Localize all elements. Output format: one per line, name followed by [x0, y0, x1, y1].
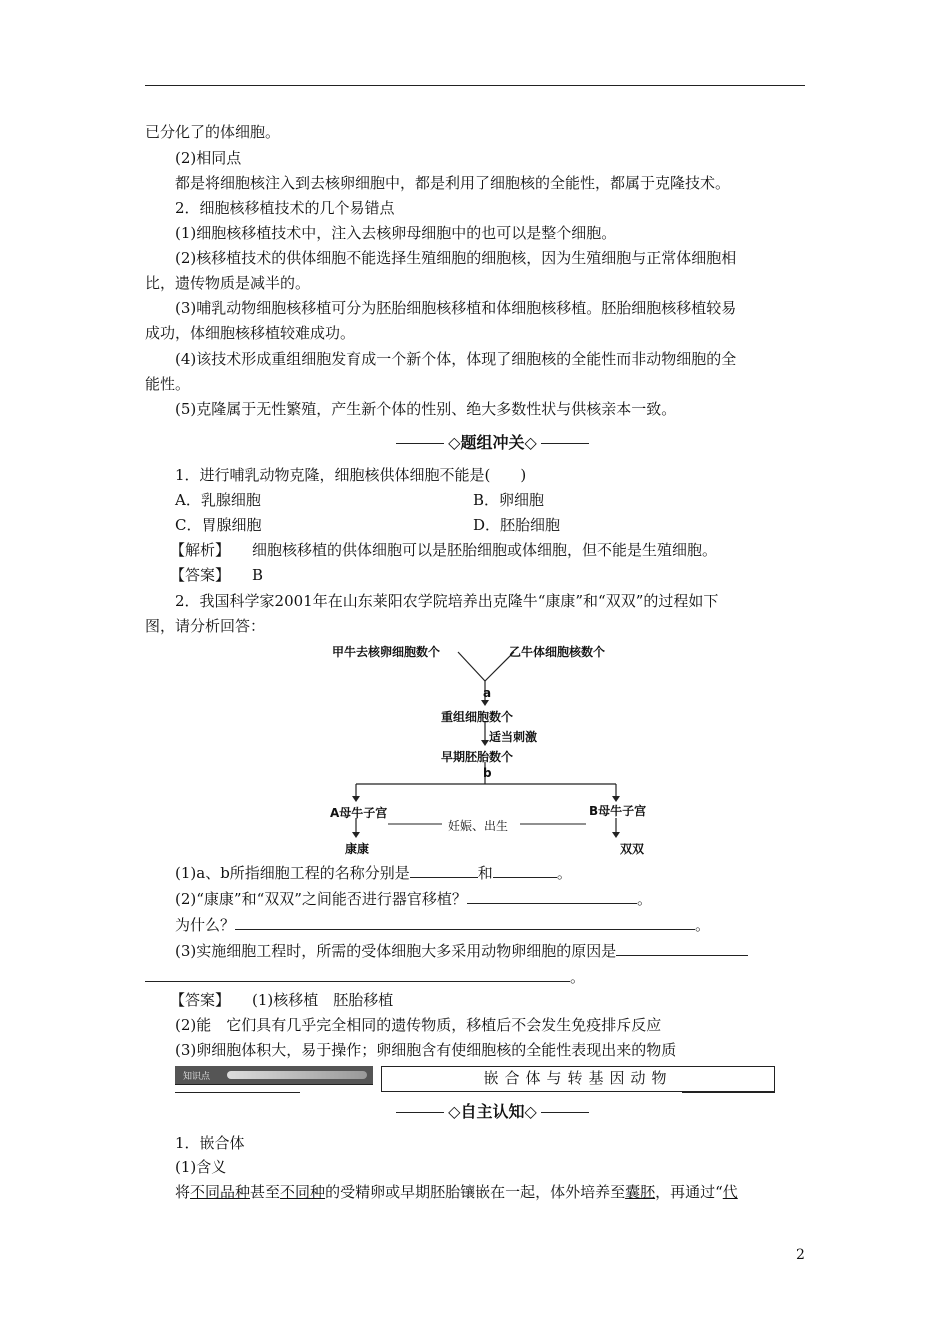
uterus-b-label: B母牛子宫	[589, 804, 647, 818]
underlined-term: 不同品种	[190, 1183, 251, 1201]
arrow-head	[352, 796, 360, 802]
stimulus-label: 适当刺激	[489, 730, 538, 744]
text-line: (5)克隆属于无性繁殖，产生新个体的性别、绝大多数性状与供核亲本一致。	[175, 400, 677, 418]
text-line: 已分化了的体细胞。	[145, 123, 281, 141]
answer-line	[170, 990, 393, 1010]
section-heading-practice: ◇题组冲关◇	[360, 430, 625, 453]
answer-tag: 【答案】	[170, 991, 231, 1009]
underlined-term: 不同种	[280, 1183, 326, 1201]
answer-line	[170, 565, 263, 585]
sub-question-2-why: 为什么？ 。	[175, 916, 711, 934]
divider	[682, 1092, 775, 1093]
text-line: 比，遗传物质是减半的。	[145, 274, 311, 292]
text-line: 都是将细胞核注入到去核卵细胞中，都是利用了细胞核的全能性，都属于克隆技术。	[175, 174, 731, 192]
header-rule	[145, 85, 805, 86]
answer-blank[interactable]	[493, 862, 557, 878]
answer-text: (2)能 它们具有几乎完全相同的遗传物质，移植后不会发生免疫排斥反应	[175, 1016, 662, 1034]
pregnancy-label: 妊娠、出生	[448, 819, 509, 833]
knowledge-point-tag	[175, 1066, 373, 1085]
answer-text: B	[252, 566, 264, 584]
text-line: (1)细胞核移植技术中，注入去核卵母细胞中的也可以是整个细胞。	[175, 224, 617, 242]
donor-nucleus-label: 乙牛体细胞核数个	[509, 645, 606, 659]
page-number: 2	[796, 1247, 805, 1263]
section-title: 题组冲关	[460, 433, 525, 452]
section-heading-self-study: ◇自主认知◇	[360, 1099, 625, 1122]
text-line: (2)相同点	[175, 149, 242, 167]
answer-blank[interactable]	[410, 862, 478, 878]
arrow-head	[612, 832, 620, 838]
text-line: (2)核移植技术的供体细胞不能选择生殖细胞的细胞核，因为生殖细胞与正常体细胞相	[175, 249, 737, 267]
analysis-text: 细胞核移植的供体细胞可以是胚胎细胞或体细胞，但不能是生殖细胞。	[252, 541, 718, 559]
text-line: 能性。	[145, 375, 191, 393]
text-line: 2．细胞核移植技术的几个易错点	[175, 199, 395, 217]
analysis-tag: 【解析】	[170, 541, 231, 559]
divider	[175, 1092, 300, 1093]
option-a: A．乳腺细胞	[175, 491, 261, 509]
arrow-head	[352, 832, 360, 838]
section-title: 自主认知	[460, 1102, 525, 1121]
step-b-label: b	[483, 766, 492, 780]
analysis-line	[170, 540, 717, 560]
step-a-label: a	[483, 686, 492, 700]
option-d: D．胚胎细胞	[473, 516, 561, 534]
decorative-bar	[227, 1071, 367, 1079]
uterus-a-label: A母牛子宫	[330, 806, 388, 820]
sub-question-1: (1)a、b所指细胞工程的名称分别是 和 。	[175, 864, 572, 882]
text-line: (4)该技术形成重组细胞发育成一个新个体，体现了细胞核的全能性而非动物细胞的全	[175, 350, 737, 368]
connector-line	[458, 652, 485, 681]
kangkang-label: 康康	[345, 842, 370, 856]
arrow-head	[481, 700, 489, 706]
sub-question-3: (3)实施细胞工程时，所需的受体细胞大多采用动物卵细胞的原因是	[175, 940, 748, 961]
donor-egg-label: 甲牛去核卵细胞数个	[332, 645, 441, 659]
knowledge-point-header	[175, 1066, 775, 1092]
answer-text: (1)核移植 胚胎移植	[252, 991, 394, 1009]
text-line: 将不同品种甚至不同种的受精卵或早期胚胎镶嵌在一起，体外培养至囊胚，再通过“代	[175, 1183, 738, 1201]
question-1-stem: 1．进行哺乳动物克隆，细胞核供体细胞不能是( )	[175, 466, 527, 484]
knowledge-point-title: 嵌合体与转基因动物	[381, 1066, 775, 1092]
option-c: C．胃腺细胞	[175, 516, 262, 534]
recombined-cell-label: 重组细胞数个	[441, 710, 514, 724]
text-line: (1)含义	[175, 1158, 227, 1176]
answer-blank[interactable]	[467, 888, 637, 904]
sub-question-2: (2)“康康”和“双双”之间能否进行器官移植？ 。	[175, 890, 652, 908]
knowledge-point-tag-label: 知识点	[183, 1072, 211, 1082]
text-line: 成功，体细胞核移植较难成功。	[145, 324, 356, 342]
answer-text: (3)卵细胞体积大，易于操作；卵细胞含有使细胞核的全能性表现出来的物质	[175, 1041, 677, 1059]
text-line: (3)哺乳动物细胞核移植可分为胚胎细胞核移植和体细胞核移植。胚胎细胞核移植较易	[175, 299, 737, 317]
early-embryo-label: 早期胚胎数个	[441, 750, 514, 764]
answer-blank[interactable]	[145, 966, 570, 982]
answer-tag: 【答案】	[170, 566, 231, 584]
text-line: 1．嵌合体	[175, 1134, 245, 1152]
arrow-head	[481, 740, 489, 746]
underlined-term: 代	[722, 1183, 738, 1201]
question-2-stem-cont: 图，请分析回答：	[145, 617, 266, 635]
option-b: B．卵细胞	[473, 491, 545, 509]
shuangshuang-label: 双双	[620, 842, 645, 856]
underlined-term: 囊胚	[625, 1183, 656, 1201]
sub-question-3-cont: 。	[145, 966, 585, 987]
answer-blank[interactable]	[616, 940, 748, 956]
answer-blank[interactable]	[235, 914, 695, 930]
question-2-stem: 2．我国科学家2001年在山东莱阳农学院培养出克隆牛“康康”和“双双”的过程如下	[175, 592, 719, 610]
